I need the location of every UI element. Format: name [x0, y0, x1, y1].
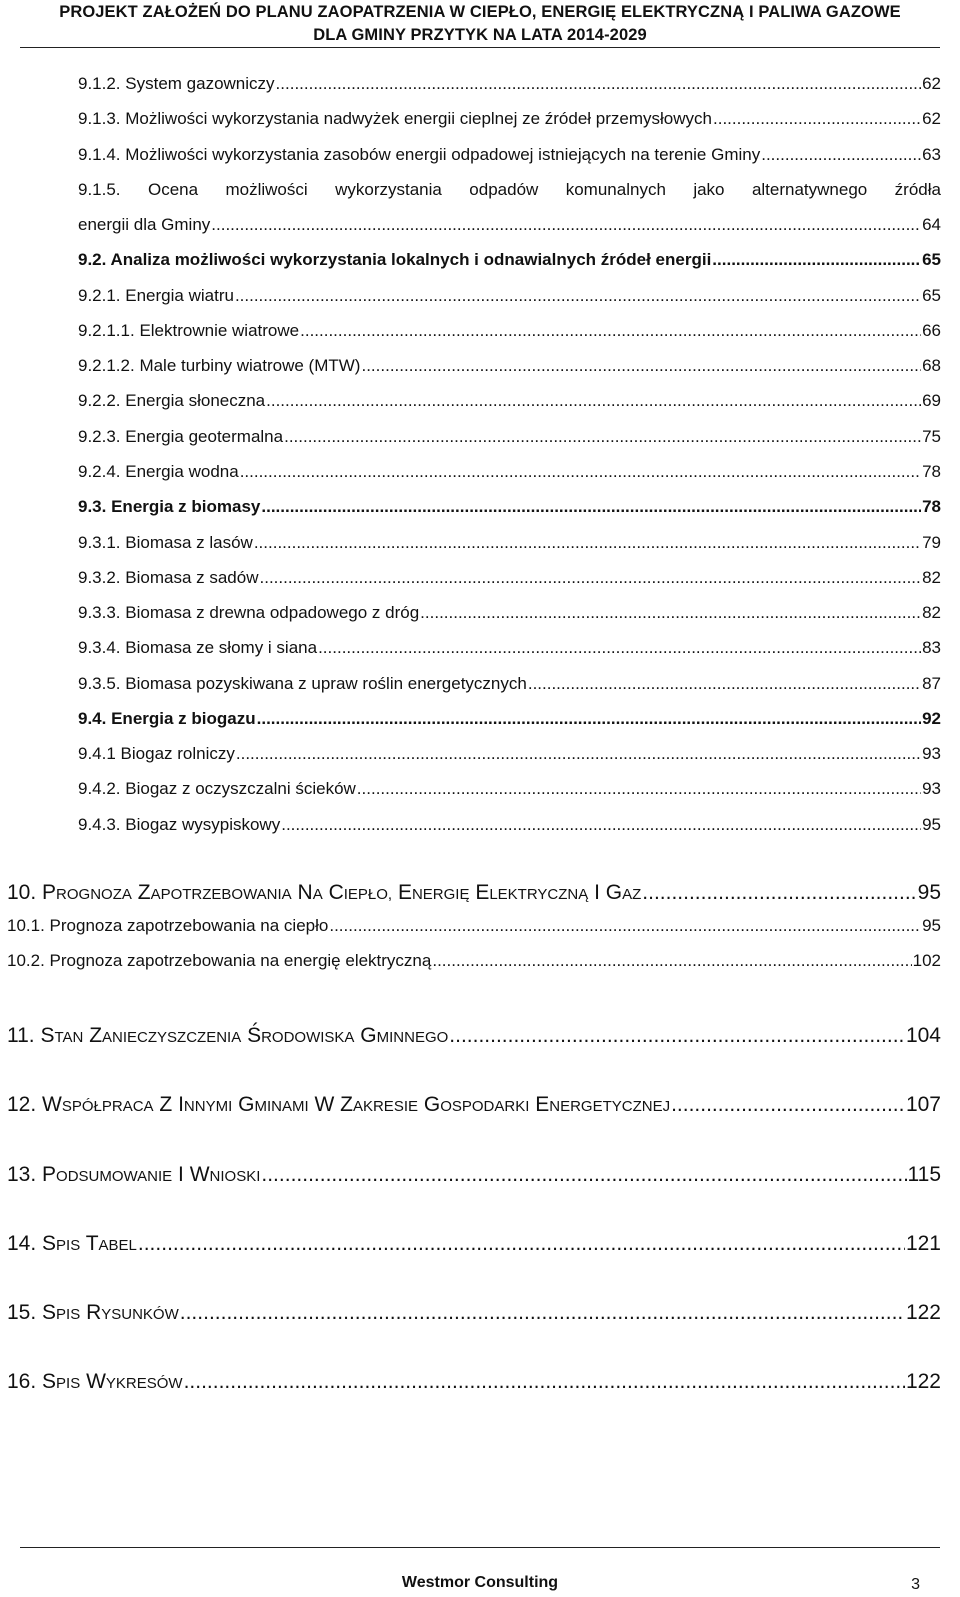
toc-entry-number: 9.3.3. — [78, 603, 126, 622]
toc-entry-number: 9.2.2. — [78, 391, 126, 410]
toc-entry[interactable] — [0, 106, 960, 132]
toc-leader-dots — [528, 671, 921, 697]
toc-entry-number: 13. — [7, 1163, 43, 1186]
toc-entry-title — [78, 565, 259, 591]
toc-entry[interactable] — [0, 1369, 960, 1395]
toc-entry-title-text: WSPÓŁPRACA Z INNYMI GMINAMI W ZAKRESIE GOSPODARKI ENERGETYCZNEJ — [42, 1093, 671, 1116]
toc-entry-number: 12. — [7, 1093, 43, 1116]
toc-entry-title-text: SPIS RYSUNKÓW — [42, 1301, 179, 1324]
toc-entry-title — [78, 318, 299, 344]
toc-leader-dots — [420, 600, 921, 626]
toc-leader-dots — [642, 880, 916, 906]
toc-entry-title-text: Biomasa z lasów — [125, 533, 253, 552]
toc-leader-dots — [184, 1369, 905, 1395]
toc-entry-page: 79 — [922, 533, 941, 552]
toc-entry-title-text: Prognoza zapotrzebowania na ciepło — [49, 916, 329, 935]
toc-entry-title — [78, 600, 419, 626]
toc-entry-page: 62 — [922, 109, 941, 128]
toc-entry-title-text: Biogaz wysypiskowy — [125, 815, 281, 834]
toc-entry-title-text: Energia z biogazu — [111, 709, 256, 728]
toc-entry-number: 9.3.2. — [78, 568, 126, 587]
toc-entry-title — [78, 706, 256, 732]
toc-entry-number: 10. — [7, 881, 43, 904]
toc-entry-title — [78, 106, 712, 132]
toc-entry-title-text: SPIS WYKRESÓW — [42, 1370, 183, 1393]
toc-entry-title — [7, 1369, 183, 1397]
toc-entry[interactable] — [0, 247, 960, 273]
toc-entry-page: 93 — [922, 779, 941, 798]
toc-entry-title-text: Analiza możliwości wykorzystania lokalnych i odnawialnych źródeł energii — [110, 250, 712, 269]
toc-entry-title-text: PODSUMOWANIE I WNIOSKI — [42, 1163, 261, 1186]
toc-entry-title — [78, 424, 283, 450]
toc-entry-number: 9.4. — [78, 709, 112, 728]
toc-entry-number: 9.3.5. — [78, 674, 126, 693]
toc-entry-title-text: STAN ZANIECZYSZCZENIA ŚRODOWISKA GMINNEGO — [40, 1024, 449, 1047]
toc-entry-title: Ocena możliwości wykorzystania odpadów komunalnych jako alternatywnego źródła — [147, 180, 941, 199]
toc-entry-page: 95 — [917, 881, 941, 904]
toc-entry[interactable] — [0, 741, 960, 767]
toc-entry[interactable] — [0, 71, 960, 97]
toc-entry-title — [7, 1092, 670, 1120]
footer-company: Westmor Consulting — [401, 1574, 559, 1591]
toc-entry[interactable] — [0, 530, 960, 556]
header-divider — [20, 47, 940, 48]
toc-entry-number: 9.4.3. — [78, 815, 126, 834]
toc-entry-title-text: Energia słoneczna — [125, 391, 266, 410]
toc-entry[interactable] — [0, 565, 960, 591]
toc-entry-title-text: SPIS TABEL — [42, 1232, 137, 1255]
toc-entry[interactable] — [0, 1231, 960, 1257]
toc-entry-page: 83 — [922, 638, 941, 657]
toc-entry[interactable] — [0, 812, 960, 838]
toc-entry[interactable] — [0, 494, 960, 520]
toc-entry-page: 75 — [922, 427, 941, 446]
toc-entry-title — [78, 671, 527, 697]
toc-entry[interactable] — [78, 177, 941, 203]
toc-leader-dots — [713, 106, 921, 132]
toc-entry-page: 69 — [922, 391, 941, 410]
toc-entry-number: 9.2. — [78, 250, 111, 269]
toc-entry-number: 15. — [7, 1301, 43, 1324]
toc-entry-number: 9.1.3. — [78, 109, 126, 128]
toc-entry[interactable] — [0, 1300, 960, 1326]
toc-entry[interactable] — [0, 424, 960, 450]
toc-leader-dots — [712, 247, 921, 273]
toc-leader-dots — [180, 1300, 905, 1326]
toc-entry-page: 121 — [905, 1232, 941, 1255]
toc-entry-title-text: Biomasa ze słomy i siana — [125, 638, 318, 657]
toc-entry-title — [78, 812, 280, 838]
toc-entry-title-text: Biomasa z sadów — [125, 568, 259, 587]
toc-entry-page: 68 — [922, 356, 941, 375]
toc-entry[interactable] — [0, 353, 960, 379]
toc-entry-number: 9.3.4. — [78, 638, 126, 657]
toc-entry-number: 9.4.1 — [78, 744, 121, 763]
toc-entry-page: 93 — [922, 744, 941, 763]
toc-entry-page: 122 — [905, 1370, 941, 1393]
toc-entry-page: 64 — [922, 215, 941, 234]
toc-entry-number: 10.1. — [7, 916, 50, 935]
toc-entry-title-text: Energia wodna — [125, 462, 239, 481]
toc-entry[interactable] — [0, 880, 960, 906]
toc-entry-number: 9.3.1. — [78, 533, 126, 552]
toc-entry[interactable] — [0, 283, 960, 309]
toc-leader-dots — [211, 212, 921, 238]
toc-entry-page: 78 — [922, 497, 941, 516]
toc-entry-title — [78, 635, 317, 661]
toc-entry-title-text: Możliwości wykorzystania zasobów energii odpadowej istniejących na terenie Gminy — [125, 145, 761, 164]
toc-entry-number: 9.2.4. — [78, 462, 126, 481]
toc-entry-title-text: Energia z biomasy — [111, 497, 261, 516]
toc-entry-title — [7, 1300, 179, 1328]
toc-entry-page: 82 — [922, 568, 941, 587]
toc-entry-number: 9.2.3. — [78, 427, 126, 446]
toc-leader-dots — [361, 353, 921, 379]
toc-entry-title — [78, 776, 356, 802]
toc-entry-title — [7, 948, 431, 974]
toc-leader-dots — [266, 388, 921, 414]
header-title-line-2: DLA GMINY PRZYTYK NA LATA 2014-2029 — [313, 26, 647, 44]
toc-leader-dots — [284, 424, 921, 450]
toc-entry-title — [7, 913, 328, 939]
toc-entry-page: 87 — [922, 674, 941, 693]
toc-entry-title-text: System gazowniczy — [125, 74, 275, 93]
toc-entry-title-text: Prognoza zapotrzebowania na energię elektryczną — [49, 951, 432, 970]
toc-entry-page: 95 — [922, 916, 941, 935]
toc-leader-dots — [432, 948, 911, 974]
toc-entry[interactable] — [0, 706, 960, 732]
document-header — [0, 0, 960, 47]
toc-leader-dots — [449, 1023, 905, 1049]
toc-entry-title-text: Biomasa z drewna odpadowego z dróg — [125, 603, 420, 622]
toc-entry-title — [78, 530, 253, 556]
toc-entry-title-text: PROGNOZA ZAPOTRZEBOWANIA NA CIEPŁO, ENERGIĘ ELEKTRYCZNĄ I GAZ — [42, 881, 642, 904]
toc-entry[interactable] — [0, 671, 960, 697]
toc-entry-page: 66 — [922, 321, 941, 340]
toc-entry[interactable] — [0, 1162, 960, 1188]
toc-leader-dots — [761, 142, 921, 168]
toc-entry-title-text: Male turbiny wiatrowe (MTW) — [139, 356, 361, 375]
toc-leader-dots — [671, 1092, 905, 1118]
toc-entry-page: 82 — [922, 603, 941, 622]
toc-entry[interactable] — [0, 600, 960, 626]
toc-leader-dots — [138, 1231, 905, 1257]
toc-entry-page: 102 — [912, 951, 941, 970]
toc-entry-page: 65 — [922, 286, 941, 305]
toc-entry-title-text: Elektrownie wiatrowe — [139, 321, 300, 340]
toc-entry-number: 9.1.5. — [78, 180, 148, 199]
toc-entry-title — [7, 880, 641, 908]
header-title-line-1: PROJEKT ZAŁOŻEŃ DO PLANU ZAOPATRZENIA W CIEPŁO, ENERGIĘ ELEKTRYCZNĄ I PALIWA GAZOWE — [59, 3, 901, 21]
toc-leader-dots — [276, 71, 922, 97]
footer-divider — [20, 1547, 940, 1548]
toc-entry-page: 78 — [922, 462, 941, 481]
toc-entry[interactable] — [0, 776, 960, 802]
toc-entry-number: 11. — [7, 1024, 41, 1047]
toc-entry-title — [78, 741, 235, 767]
toc-entry[interactable] — [0, 142, 960, 168]
toc-entry-page: 63 — [922, 145, 941, 164]
toc-entry[interactable] — [0, 318, 960, 344]
toc-entry[interactable] — [0, 948, 960, 974]
toc-leader-dots — [281, 812, 921, 838]
toc-entry-title-text: Energia wiatru — [125, 286, 234, 305]
toc-entry-page: 62 — [922, 74, 941, 93]
toc-entry-continuation[interactable] — [0, 212, 960, 238]
toc-entry-title — [7, 1162, 260, 1190]
toc-entry-number: 9.1.4. — [78, 145, 126, 164]
toc-entry[interactable] — [0, 635, 960, 661]
toc-entry-number: 9.2.1.1. — [78, 321, 140, 340]
toc-entry-page: 92 — [922, 709, 941, 728]
footer-page-number: 3 — [911, 1576, 920, 1593]
toc-entry-page: 122 — [905, 1301, 941, 1324]
toc-entry-page: 115 — [907, 1163, 941, 1186]
toc-entry-page: 107 — [905, 1093, 941, 1116]
toc-entry-title — [78, 283, 234, 309]
toc-entry-title-text: Możliwości wykorzystania nadwyżek energii cieplnej ze źródeł przemysłowych — [125, 109, 712, 128]
toc-entry-title — [78, 71, 275, 97]
toc-leader-dots — [261, 494, 921, 520]
toc-entry-page: 95 — [922, 815, 941, 834]
toc-leader-dots — [254, 530, 921, 556]
toc-entry[interactable] — [0, 913, 960, 939]
toc-entry-title-text: Biomasa pozyskiwana z upraw roślin energetycznych — [125, 674, 527, 693]
toc-entry-number: 16. — [7, 1370, 43, 1393]
toc-entry-title-text: Biogaz z oczyszczalni ścieków — [125, 779, 356, 798]
toc-leader-dots — [318, 635, 921, 661]
toc-entry-title — [7, 1231, 137, 1259]
toc-entry-title — [78, 388, 265, 414]
toc-entry-title — [78, 353, 360, 379]
toc-entry-page: 65 — [922, 250, 941, 269]
toc-leader-dots — [261, 1162, 906, 1188]
toc-entry-title-text: Biogaz rolniczy — [120, 744, 235, 763]
toc-leader-dots — [235, 283, 921, 309]
toc-entry-title-text: Energia geotermalna — [125, 427, 284, 446]
toc-entry-number: 10.2. — [7, 951, 50, 970]
toc-entry-number: 14. — [7, 1232, 43, 1255]
toc-entry-title — [78, 247, 711, 273]
toc-leader-dots — [240, 459, 921, 485]
toc-leader-dots — [260, 565, 922, 591]
toc-entry-title — [78, 459, 239, 485]
toc-entry-number: 9.2.1. — [78, 286, 126, 305]
toc-entry-title — [7, 1023, 448, 1051]
toc-entry-number: 9.2.1.2. — [78, 356, 140, 375]
toc-leader-dots — [236, 741, 921, 767]
toc-entry-page: 104 — [905, 1024, 941, 1047]
toc-entry-number: 9.3. — [78, 497, 112, 516]
toc-entry[interactable] — [0, 388, 960, 414]
toc-entry[interactable] — [0, 1023, 960, 1049]
toc-entry-title — [78, 142, 760, 168]
toc-entry-number: 9.4.2. — [78, 779, 126, 798]
toc-leader-dots — [357, 776, 921, 802]
toc-entry-number: 9.1.2. — [78, 74, 126, 93]
toc-entry[interactable] — [0, 1092, 960, 1118]
toc-leader-dots — [329, 913, 921, 939]
toc-leader-dots — [300, 318, 921, 344]
toc-entry-title — [78, 494, 260, 520]
toc-entry-title: energii dla Gminy — [78, 215, 211, 234]
toc-entry[interactable] — [0, 459, 960, 485]
toc-leader-dots — [257, 706, 921, 732]
